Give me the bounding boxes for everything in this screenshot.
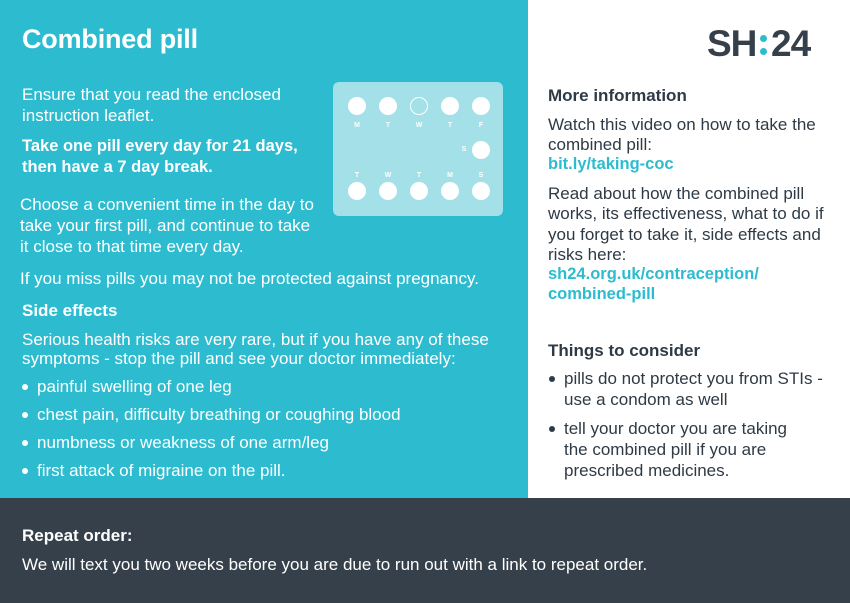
logo-colon-dot: [760, 35, 767, 42]
list-item: [548, 368, 823, 410]
video-text-1: Watch this video on how to take the: [548, 115, 816, 134]
pill-day-label: F: [478, 122, 484, 129]
time-line-2: take your first pill, and continue to take: [20, 216, 311, 235]
sh24-logo: [707, 24, 827, 64]
pill-day-label: S: [478, 172, 484, 179]
pill-icon: [348, 182, 366, 200]
read-text-4: risks here:: [548, 245, 627, 264]
pill-icon: [472, 182, 490, 200]
consider-item-1-line-1: pills do not protect you from STIs -: [564, 369, 823, 388]
list-item: [548, 418, 823, 481]
read-leaflet-text: Ensure that you read the enclosed instruction leaflet.: [22, 85, 281, 125]
repeat-order-heading: Repeat order:: [22, 526, 133, 545]
pill-icon: [348, 97, 366, 115]
pill-day-label: W: [384, 172, 392, 179]
missed-pills-text: If you miss pills you may not be protected against pregnancy.: [20, 269, 479, 288]
time-line-3: it close to that time every day.: [20, 237, 244, 256]
list-item: chest pain, difficulty breathing or coughing blood: [21, 404, 401, 425]
list-item: first attack of migraine on the pill.: [21, 460, 401, 481]
pill-icon: [441, 182, 459, 200]
consider-heading: Things to consider: [548, 341, 701, 360]
pill-icon: [472, 141, 490, 159]
dosage-line-1: Take one pill every day for 21 days,: [22, 137, 298, 155]
side-effects-list: [21, 376, 401, 481]
dosage-line-2: then have a 7 day break.: [22, 158, 213, 176]
pill-day-label: T: [354, 172, 360, 179]
side-effects-intro-2: symptoms - stop the pill and see your doctor immediately:: [22, 349, 456, 368]
page-title: Combined pill: [22, 24, 198, 54]
site-link-2[interactable]: combined-pill: [548, 285, 656, 303]
side-effects-intro-1: Serious health risks are very rare, but if you have any of these: [22, 330, 489, 349]
pill-icon: [441, 97, 459, 115]
footer-panel: [0, 498, 850, 603]
video-link[interactable]: bit.ly/taking-coc: [548, 155, 674, 173]
read-text-1: Read about how the combined pill: [548, 184, 805, 203]
pill-day-label: T: [447, 122, 453, 129]
consider-list: [548, 368, 823, 481]
pill-icon: [472, 97, 490, 115]
pill-day-label: M: [354, 122, 360, 129]
read-text-2: works, its effectiveness, what to do if: [548, 204, 824, 223]
consider-item-1-line-2: use a condom as well: [564, 390, 728, 409]
pill-day-label: T: [416, 172, 422, 179]
video-text-2: combined pill:: [548, 135, 652, 154]
more-info-heading: More information: [548, 86, 687, 105]
empty-pill-icon: [410, 97, 428, 115]
pill-icon: [410, 182, 428, 200]
site-link-1[interactable]: sh24.org.uk/contraception/: [548, 265, 759, 283]
time-line-1: Choose a convenient time in the day to: [20, 195, 314, 214]
list-item: painful swelling of one leg: [21, 376, 401, 397]
pill-day-label: S: [461, 146, 467, 153]
consider-item-2-line-3: prescribed medicines.: [564, 461, 730, 480]
side-effects-heading: Side effects: [22, 301, 118, 320]
pill-pack-illustration: [333, 82, 503, 216]
consider-item-2-line-1: tell your doctor you are taking: [564, 419, 788, 438]
logo-sh: SH: [707, 23, 757, 64]
pill-day-label: M: [447, 172, 453, 179]
pill-day-label: T: [385, 122, 391, 129]
consider-item-2-line-2: the combined pill if you are: [564, 440, 767, 459]
pill-icon: [379, 182, 397, 200]
pill-day-label: W: [415, 122, 423, 129]
read-text-3: you forget to take it, side effects and: [548, 225, 821, 244]
logo-colon-dot: [760, 48, 767, 55]
list-item: numbness or weakness of one arm/leg: [21, 432, 401, 453]
pill-icon: [379, 97, 397, 115]
repeat-order-text: We will text you two weeks before you are due to run out with a link to repeat order.: [22, 555, 648, 574]
logo-24: 24: [771, 23, 811, 64]
